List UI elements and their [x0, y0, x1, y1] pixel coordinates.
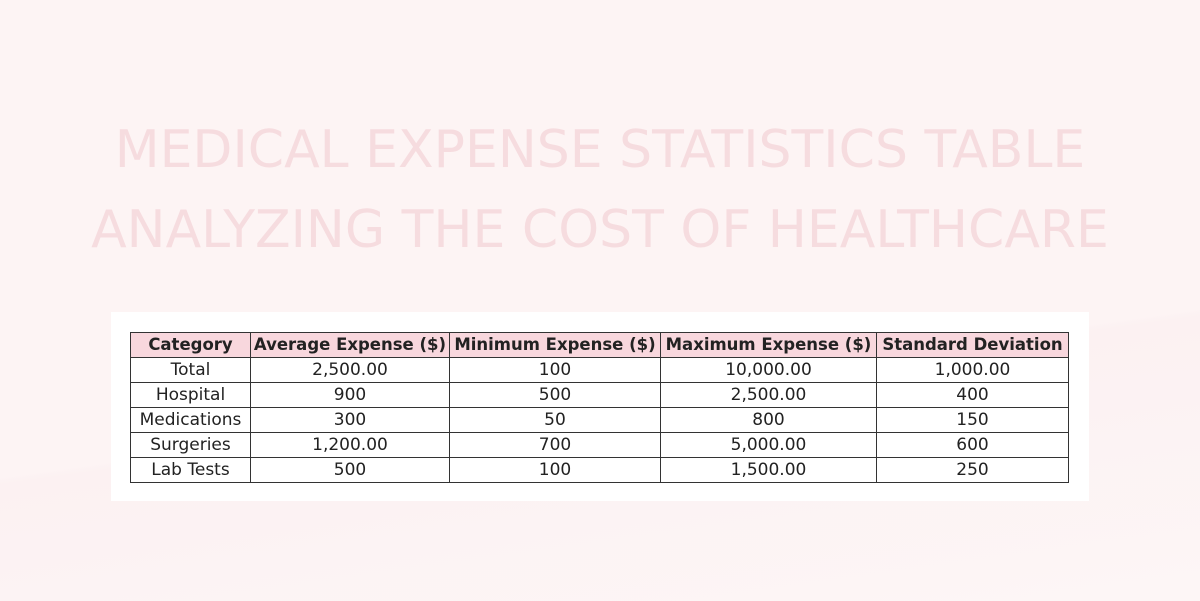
header-maximum-expense: Maximum Expense ($) — [661, 333, 877, 358]
cell-category: Medications — [131, 408, 251, 433]
cell-average-expense: 500 — [251, 458, 450, 483]
cell-maximum-expense: 2,500.00 — [661, 383, 877, 408]
cell-standard-deviation: 400 — [877, 383, 1069, 408]
table-row — [131, 358, 1069, 383]
cell-minimum-expense: 700 — [450, 433, 661, 458]
header-category: Category — [131, 333, 251, 358]
cell-maximum-expense: 10,000.00 — [661, 358, 877, 383]
cell-maximum-expense: 800 — [661, 408, 877, 433]
header-minimum-expense: Minimum Expense ($) — [450, 333, 661, 358]
cell-average-expense: 300 — [251, 408, 450, 433]
header-standard-deviation: Standard Deviation — [877, 333, 1069, 358]
header-average-expense: Average Expense ($) — [251, 333, 450, 358]
table-row — [131, 408, 1069, 433]
cell-average-expense: 2,500.00 — [251, 358, 450, 383]
page-title — [0, 110, 1200, 270]
table-header-row — [131, 333, 1069, 358]
cell-average-expense: 900 — [251, 383, 450, 408]
cell-category: Hospital — [131, 383, 251, 408]
cell-category: Lab Tests — [131, 458, 251, 483]
cell-average-expense: 1,200.00 — [251, 433, 450, 458]
cell-standard-deviation: 1,000.00 — [877, 358, 1069, 383]
cell-maximum-expense: 5,000.00 — [661, 433, 877, 458]
title-line-1: MEDICAL EXPENSE STATISTICS TABLE — [114, 120, 1086, 180]
table-row — [131, 433, 1069, 458]
cell-minimum-expense: 500 — [450, 383, 661, 408]
table-row — [131, 458, 1069, 483]
cell-standard-deviation: 600 — [877, 433, 1069, 458]
table-row — [131, 383, 1069, 408]
cell-minimum-expense: 100 — [450, 458, 661, 483]
cell-maximum-expense: 1,500.00 — [661, 458, 877, 483]
expense-statistics-table — [130, 332, 1069, 483]
cell-minimum-expense: 50 — [450, 408, 661, 433]
cell-category: Total — [131, 358, 251, 383]
table-card — [111, 312, 1089, 501]
cell-minimum-expense: 100 — [450, 358, 661, 383]
cell-standard-deviation: 150 — [877, 408, 1069, 433]
cell-standard-deviation: 250 — [877, 458, 1069, 483]
cell-category: Surgeries — [131, 433, 251, 458]
title-line-2: ANALYZING THE COST OF HEALTHCARE — [91, 200, 1109, 260]
